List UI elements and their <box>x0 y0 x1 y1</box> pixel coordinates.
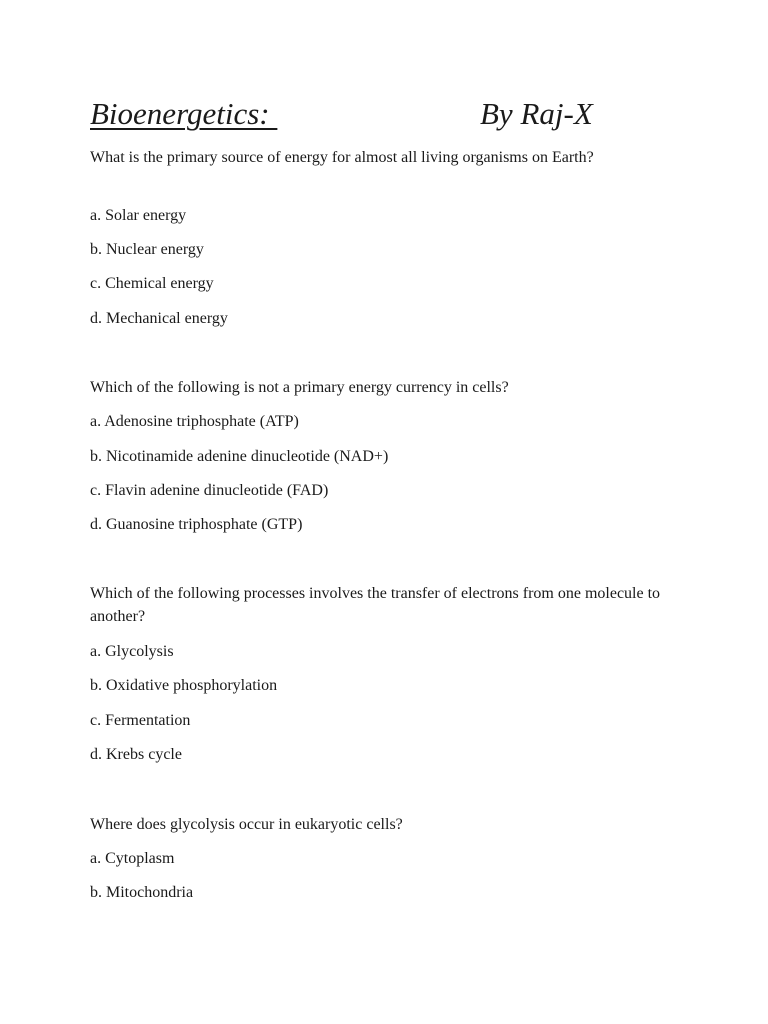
question-3-text: Which of the following processes involves the transfer of electrons from one molecule to another? <box>90 585 661 625</box>
question-2-text: Which of the following is not a primary energy currency in cells? <box>90 379 509 396</box>
question-3-option-b: b. Oxidative phosphorylation <box>90 677 278 694</box>
question-1-text: What is the primary source of energy for almost all living organisms on Earth? <box>90 149 594 166</box>
question-2-option-c: c. Flavin adenine dinucleotide (FAD) <box>90 482 329 499</box>
question-1-option-b: b. Nuclear energy <box>90 241 204 258</box>
question-2-option-a: a. Adenosine triphosphate (ATP) <box>90 413 299 430</box>
document-author: By Raj-X <box>480 96 593 131</box>
question-1-option-d: d. Mechanical energy <box>90 310 228 327</box>
document-title: Bioenergetics: <box>90 96 278 131</box>
question-4-option-a: a. Cytoplasm <box>90 850 175 867</box>
question-3-option-d: d. Krebs cycle <box>90 746 182 763</box>
question-4-text: Where does glycolysis occur in eukaryotic cells? <box>90 816 403 833</box>
question-2-option-b: b. Nicotinamide adenine dinucleotide (NAD+) <box>90 448 389 465</box>
question-2-option-d: d. Guanosine triphosphate (GTP) <box>90 516 303 533</box>
document-header <box>90 94 710 138</box>
question-3-option-c: c. Fermentation <box>90 712 191 729</box>
question-3-option-a: a. Glycolysis <box>90 643 174 660</box>
question-1-option-a: a. Solar energy <box>90 207 187 224</box>
question-4-option-b: b. Mitochondria <box>90 884 194 901</box>
question-1-option-c: c. Chemical energy <box>90 275 214 292</box>
